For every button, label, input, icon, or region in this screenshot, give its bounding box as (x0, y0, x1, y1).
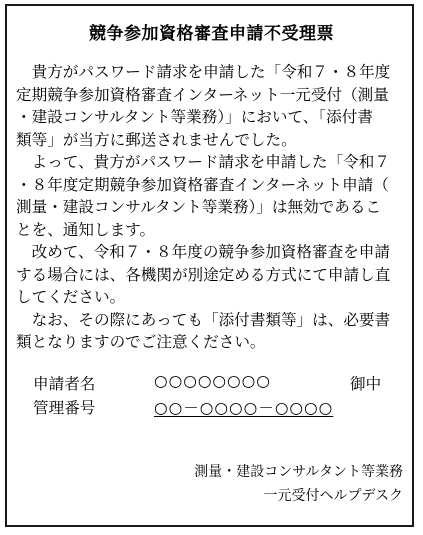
body-line: 定期競争参加資格審査インターネット一元受付（測量 (16, 85, 389, 104)
body-line: なお、その際にあっても「添付書類等」は、必要書 (16, 310, 391, 329)
body-line: ・建設コンサルタント等業務）」において、「添付書 (16, 108, 373, 126)
notice-title: 競争参加資格審査申請不受理票 (89, 24, 334, 44)
body-line: 貴方がパスワード請求を申請した「令和７・８年度 (16, 63, 391, 81)
applicant-honorific: 御中 (350, 375, 382, 393)
applicant-name-value: ○○○○○○○○ (154, 372, 271, 390)
body-line: する場合には、各機関が別途定める方式にて申請し直 (16, 265, 391, 284)
body-line: ・８年度定期競争参加資格審査インターネット申請（ (16, 175, 389, 194)
issuer-desk: 一元受付ヘルプデスク (263, 488, 403, 504)
applicant-name-label: 申請者名 (33, 375, 96, 393)
management-number-row (33, 396, 393, 420)
body-line: 類となりますのでご注意ください。 (16, 333, 266, 351)
body-line: してください。 (16, 288, 126, 306)
body-line: 類等」が当方に郵送されませんでした。 (16, 130, 297, 149)
applicant-fields (33, 372, 393, 420)
issuer-department: 測量・建設コンサルタント等業務 (194, 464, 403, 480)
applicant-name-row (33, 372, 393, 396)
body-line: 測量・建設コンサルタント等業務）」は無効であるこ (16, 198, 382, 216)
body-line: よって、貴方がパスワード請求を申請した「令和７ (16, 153, 390, 171)
notice-body (16, 61, 412, 354)
issuer-block (194, 460, 403, 508)
management-number-value: ○○－○○○○－○○○○ (154, 399, 334, 417)
body-line: とを、通知します。 (16, 220, 156, 239)
management-number-label: 管理番号 (33, 399, 96, 417)
body-line: 改めて、令和７・８年度の競争参加資格審査を申請 (16, 243, 390, 261)
